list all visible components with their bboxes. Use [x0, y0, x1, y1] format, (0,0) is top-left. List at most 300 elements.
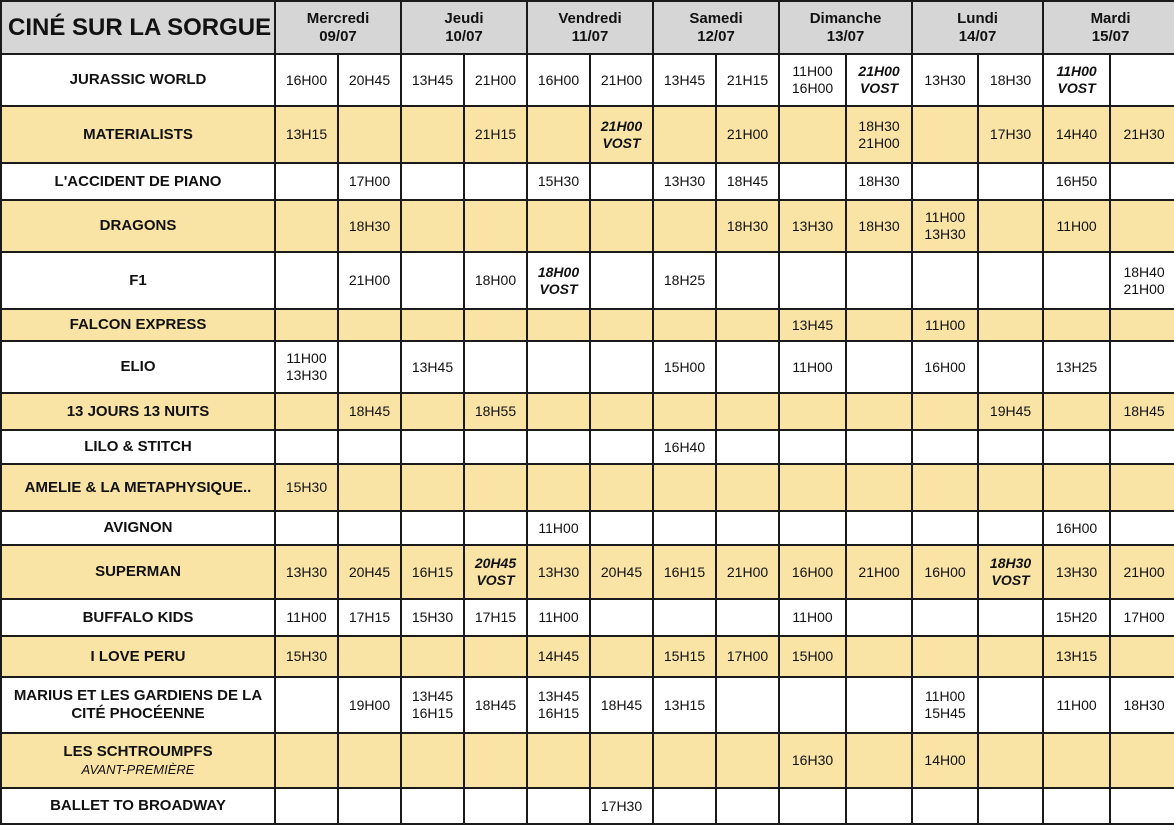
showtime-cell — [275, 733, 338, 788]
movie-row — [1, 464, 1174, 511]
showtime: 11H00 — [792, 609, 833, 625]
showtime-cell — [716, 54, 779, 106]
movie-title-text: JURASSIC WORLD — [69, 71, 207, 88]
showtime-cell — [338, 636, 401, 677]
showtime-cell — [978, 788, 1043, 824]
showtime: 16H00 — [791, 563, 834, 580]
showtime: 13H45 — [537, 688, 580, 704]
movie-title-text: AMELIE & LA METAPHYSIQUE.. — [24, 478, 252, 496]
showtime: 17H00 — [726, 648, 769, 664]
showtime-cell — [338, 309, 401, 341]
movie-title — [1, 200, 275, 252]
showtime: 17H30 — [989, 126, 1032, 142]
showtime-cell — [338, 733, 401, 788]
showtime: 18H30 — [858, 217, 900, 234]
showtime-cell — [978, 464, 1043, 511]
showtime-cell — [464, 677, 527, 733]
showtime-cell — [338, 341, 401, 393]
showtime-cell — [338, 599, 401, 636]
movie-title-text: L'ACCIDENT DE PIANO — [54, 172, 222, 190]
showtime-cell — [846, 200, 912, 252]
showtime: 15H30 — [411, 609, 454, 625]
showtime: 21H00 — [1123, 563, 1165, 580]
showtime-cell — [464, 200, 527, 252]
showtime-cell — [912, 430, 978, 464]
showtime-cell — [464, 464, 527, 511]
showtime-cell — [978, 309, 1043, 341]
showtime: 17H00 — [1123, 609, 1165, 625]
movie-row — [1, 54, 1174, 106]
showtime: 14H40 — [1055, 126, 1098, 142]
movie-title-text: ELIO — [120, 358, 156, 375]
movie-title — [1, 430, 275, 464]
showtime: VOST — [476, 572, 515, 588]
day-date: 14/07 — [958, 27, 997, 45]
showtime-cell — [527, 636, 590, 677]
showtime-cell — [275, 677, 338, 733]
showtime: 16H00 — [924, 358, 966, 375]
movie-title — [1, 636, 275, 677]
showtime-cell — [846, 636, 912, 677]
showtime-cell — [912, 393, 978, 430]
showtime-cell — [338, 252, 401, 309]
showtime-cell — [978, 393, 1043, 430]
showtime-cell — [275, 464, 338, 511]
showtime-cell — [338, 393, 401, 430]
showtime-cell — [978, 252, 1043, 309]
movie-title — [1, 106, 275, 163]
showtime: 13H30 — [285, 563, 328, 580]
showtime-cell — [590, 733, 653, 788]
showtime-cell — [401, 430, 464, 464]
showtime-cell — [590, 106, 653, 163]
showtime-cell — [653, 252, 716, 309]
showtime-cell — [527, 464, 590, 511]
showtime: 15H30 — [285, 648, 328, 664]
showtime: 18H30 — [348, 217, 391, 234]
showtime-cell — [1043, 309, 1110, 341]
showtime-cell — [590, 252, 653, 309]
showtime-cell — [912, 636, 978, 677]
showtime: 15H00 — [663, 358, 706, 375]
showtime-cell — [527, 54, 590, 106]
showtime-cell — [978, 599, 1043, 636]
movie-title — [1, 788, 275, 824]
showtime-cell — [401, 599, 464, 636]
showtime: 11H00 — [792, 63, 833, 79]
showtime-cell — [912, 511, 978, 545]
showtime: 11H00 — [924, 688, 966, 704]
showtime-cell — [1110, 252, 1174, 309]
showtime: 16H15 — [663, 563, 706, 580]
movie-row — [1, 106, 1174, 163]
showtime: VOST — [602, 134, 641, 151]
showtime: 18H30 — [858, 117, 900, 134]
day-header-5 — [912, 1, 1043, 54]
showtime-cell — [716, 393, 779, 430]
showtime: 13H45 — [411, 71, 454, 88]
showtime-cell — [653, 106, 716, 163]
showtime-cell — [1043, 430, 1110, 464]
showtime: 13H25 — [1055, 358, 1098, 375]
showtime: 17H15 — [348, 609, 391, 625]
showtime-cell — [527, 393, 590, 430]
showtime-cell — [1043, 163, 1110, 200]
showtime-cell — [716, 430, 779, 464]
showtime-cell — [338, 677, 401, 733]
showtime-cell — [464, 733, 527, 788]
showtime-cell — [1110, 200, 1174, 252]
showtime-cell — [846, 599, 912, 636]
showtime-cell — [1110, 636, 1174, 677]
showtime-cell — [1110, 309, 1174, 341]
showtime-cell — [338, 163, 401, 200]
showtime: 13H45 — [411, 688, 454, 704]
showtime: 21H00 — [858, 563, 900, 580]
showtime-cell — [978, 341, 1043, 393]
movie-title — [1, 733, 275, 788]
showtime-cell — [846, 106, 912, 163]
showtime-cell — [275, 341, 338, 393]
showtime-cell — [653, 430, 716, 464]
movie-subtitle: AVANT-PREMIÈRE — [81, 761, 195, 777]
showtime-cell — [464, 106, 527, 163]
showtime-cell — [338, 200, 401, 252]
showtime-cell — [716, 252, 779, 309]
showtime: VOST — [991, 572, 1030, 588]
showtime-cell — [590, 464, 653, 511]
showtime-cell — [653, 163, 716, 200]
showtime-cell — [653, 309, 716, 341]
showtime-cell — [338, 788, 401, 824]
showtime: 15H30 — [537, 173, 580, 189]
showtime-cell — [978, 163, 1043, 200]
showtime: 16H00 — [924, 563, 966, 580]
showtime-cell — [1110, 54, 1174, 106]
movie-row — [1, 511, 1174, 545]
showtime: 18H00 — [474, 272, 517, 288]
movie-title — [1, 252, 275, 309]
showtime: 18H45 — [348, 403, 391, 419]
movie-title-text: I LOVE PERU — [90, 647, 186, 665]
showtime: 17H30 — [600, 797, 643, 814]
showtime-cell — [716, 309, 779, 341]
showtime: 11H00 — [286, 350, 327, 366]
showtime-cell — [401, 54, 464, 106]
showtime-cell — [779, 599, 846, 636]
showtime-cell — [275, 430, 338, 464]
showtime: 11H00 — [1056, 63, 1097, 79]
showtime: 16H00 — [791, 80, 834, 96]
showtime-cell — [590, 309, 653, 341]
showtime-cell — [846, 733, 912, 788]
showtime-cell — [401, 545, 464, 599]
showtime-cell — [978, 545, 1043, 599]
showtime-cell — [716, 599, 779, 636]
showtime-cell — [912, 54, 978, 106]
movie-row — [1, 677, 1174, 733]
showtime: 15H20 — [1055, 609, 1098, 625]
showtime: 21H00 — [600, 117, 643, 134]
showtime-cell — [275, 163, 338, 200]
showtime: 11H00 — [792, 358, 833, 375]
showtime-cell — [401, 733, 464, 788]
showtime: 11H00 — [924, 316, 966, 333]
showtime-cell — [912, 252, 978, 309]
movie-title-text: LILO & STITCH — [84, 438, 192, 455]
showtime-cell — [401, 341, 464, 393]
showtime-cell — [527, 430, 590, 464]
showtime-cell — [846, 430, 912, 464]
showtime-cell — [653, 200, 716, 252]
showtime-cell — [338, 430, 401, 464]
showtime-cell — [401, 106, 464, 163]
showtime-cell — [464, 599, 527, 636]
showtime: 11H00 — [1056, 696, 1097, 713]
movie-row — [1, 252, 1174, 309]
header-row — [1, 1, 1174, 54]
showtime-cell — [716, 200, 779, 252]
showtime: 18H45 — [726, 173, 769, 189]
showtime-cell — [1043, 677, 1110, 733]
showtime-cell — [846, 788, 912, 824]
showtime: 11H00 — [538, 609, 579, 625]
showtime-cell — [779, 430, 846, 464]
showtime-cell — [716, 788, 779, 824]
showtime: 16H50 — [1055, 173, 1098, 189]
movie-title — [1, 599, 275, 636]
movie-title — [1, 677, 275, 733]
showtime: 13H30 — [924, 226, 966, 242]
showtime-cell — [912, 200, 978, 252]
showtime-cell — [1110, 393, 1174, 430]
showtime-cell — [1043, 393, 1110, 430]
showtime-cell — [590, 677, 653, 733]
showtime-cell — [401, 788, 464, 824]
showtime: 16H00 — [285, 71, 328, 88]
showtime-cell — [527, 677, 590, 733]
movie-title-text: MARIUS ET LES GARDIENS DE LA — [13, 687, 263, 704]
day-date: 11/07 — [571, 27, 609, 45]
showtime-cell — [527, 599, 590, 636]
showtime-cell — [779, 163, 846, 200]
showtime-cell — [1110, 545, 1174, 599]
showtime-cell — [779, 511, 846, 545]
showtime-cell — [275, 106, 338, 163]
showtime-cell — [401, 393, 464, 430]
showtime: 14H00 — [924, 752, 966, 768]
day-date: 13/07 — [826, 27, 865, 45]
movie-title — [1, 163, 275, 200]
day-date: 09/07 — [319, 27, 357, 45]
showtime-cell — [912, 788, 978, 824]
showtime-cell — [527, 511, 590, 545]
showtime-cell — [846, 393, 912, 430]
showtime-cell — [590, 341, 653, 393]
showtime-cell — [401, 511, 464, 545]
showtime: VOST — [859, 80, 899, 96]
showtime-cell — [912, 163, 978, 200]
showtime-cell — [590, 511, 653, 545]
showtime-cell — [653, 733, 716, 788]
showtime: 16H15 — [411, 563, 454, 580]
showtime-cell — [978, 511, 1043, 545]
showtime-cell — [527, 163, 590, 200]
showtime-cell — [978, 636, 1043, 677]
showtime: 13H30 — [285, 367, 328, 383]
showtime: 13H15 — [663, 696, 706, 713]
showtime-cell — [275, 200, 338, 252]
showtime-cell — [464, 309, 527, 341]
showtime-cell — [527, 545, 590, 599]
showtime: 13H30 — [791, 217, 834, 234]
day-date: 10/07 — [445, 27, 483, 45]
showtime-cell — [846, 252, 912, 309]
showtime-cell — [653, 636, 716, 677]
showtime-cell — [1043, 200, 1110, 252]
showtime-cell — [590, 54, 653, 106]
showtime: 20H45 — [600, 563, 643, 580]
showtime-cell — [590, 636, 653, 677]
showtime-cell — [590, 788, 653, 824]
showtime-cell — [527, 200, 590, 252]
day-name: Mercredi — [306, 9, 370, 27]
showtime-cell — [1043, 733, 1110, 788]
showtime-cell — [779, 733, 846, 788]
showtime: 20H45 — [348, 563, 391, 580]
showtime-cell — [464, 545, 527, 599]
showtime: 13H30 — [537, 563, 580, 580]
showtime-cell — [912, 677, 978, 733]
showtime: 18H45 — [600, 696, 643, 713]
showtime: 21H30 — [1123, 126, 1165, 142]
showtime-cell — [464, 636, 527, 677]
showtime-cell — [779, 106, 846, 163]
movie-row — [1, 341, 1174, 393]
showtime-cell — [1043, 636, 1110, 677]
showtime: 15H45 — [924, 705, 966, 721]
showtime-cell — [1043, 106, 1110, 163]
showtime-cell — [1043, 599, 1110, 636]
showtime-cell — [653, 677, 716, 733]
showtime-cell — [464, 788, 527, 824]
showtime: 21H00 — [726, 126, 769, 142]
movie-row — [1, 309, 1174, 341]
showtime-cell — [779, 788, 846, 824]
showtime: 13H45 — [791, 316, 834, 333]
showtime-cell — [846, 677, 912, 733]
showtime-cell — [401, 677, 464, 733]
showtime-cell — [978, 106, 1043, 163]
showtime-cell — [779, 309, 846, 341]
movie-title-text: BUFFALO KIDS — [82, 608, 194, 626]
showtime-cell — [716, 636, 779, 677]
movie-row — [1, 636, 1174, 677]
showtime-cell — [464, 341, 527, 393]
showtime-cell — [464, 54, 527, 106]
showtime-cell — [275, 54, 338, 106]
showtime-cell — [464, 252, 527, 309]
showtime: 21H00 — [474, 71, 517, 88]
showtime-cell — [275, 599, 338, 636]
day-name: Vendredi — [558, 9, 622, 27]
showtime: 16H00 — [537, 71, 580, 88]
showtime-cell — [275, 545, 338, 599]
showtime: 14H45 — [537, 648, 580, 664]
showtime-cell — [779, 677, 846, 733]
showtime: 18H25 — [663, 272, 706, 288]
day-date: 15/07 — [1091, 27, 1130, 45]
showtime-cell — [527, 252, 590, 309]
showtime-cell — [527, 341, 590, 393]
movie-title-text: MATERIALISTS — [83, 125, 193, 143]
showtime: 15H00 — [791, 648, 834, 664]
showtime-cell — [527, 309, 590, 341]
showtime-cell — [846, 545, 912, 599]
showtime-cell — [338, 106, 401, 163]
showtime-cell — [653, 341, 716, 393]
day-name: Mardi — [1090, 9, 1131, 27]
showtime-cell — [464, 393, 527, 430]
showtime-cell — [1110, 163, 1174, 200]
showtime: 13H30 — [1055, 563, 1098, 580]
showtime: 18H00 — [537, 263, 580, 280]
showtime-cell — [590, 430, 653, 464]
showtime-cell — [716, 464, 779, 511]
showtime-cell — [912, 341, 978, 393]
showtime-cell — [978, 54, 1043, 106]
showtime: 16H30 — [791, 752, 834, 768]
day-header-6 — [1043, 1, 1174, 54]
showtime-cell — [338, 54, 401, 106]
showtime-cell — [275, 636, 338, 677]
showtime-cell — [912, 545, 978, 599]
movie-title-text: SUPERMAN — [95, 563, 181, 580]
movie-row — [1, 163, 1174, 200]
showtime-cell — [653, 464, 716, 511]
showtime-cell — [275, 511, 338, 545]
showtime-cell — [978, 677, 1043, 733]
day-header-1 — [401, 1, 527, 54]
showtime-cell — [527, 788, 590, 824]
day-name: Jeudi — [444, 9, 484, 27]
movie-title-text: LES SCHTROUMPFS — [63, 742, 213, 760]
showtime-cell — [653, 788, 716, 824]
showtime-cell — [1043, 545, 1110, 599]
showtime: 18H30 — [858, 173, 900, 189]
showtime: 18H30 — [989, 71, 1032, 88]
showtime-cell — [338, 464, 401, 511]
showtime-cell — [779, 54, 846, 106]
movie-title-text: 13 JOURS 13 NUITS — [66, 402, 210, 420]
showtime: 21H00 — [726, 563, 769, 580]
showtime-cell — [716, 341, 779, 393]
movie-row — [1, 430, 1174, 464]
showtime-cell — [464, 430, 527, 464]
showtime: 16H40 — [663, 438, 706, 455]
showtime-cell — [590, 545, 653, 599]
showtime-cell — [401, 464, 464, 511]
day-header-3 — [653, 1, 779, 54]
showtime-cell — [779, 545, 846, 599]
movie-title-text: F1 — [129, 271, 147, 289]
showtime: 17H00 — [348, 173, 391, 189]
showtime-cell — [779, 636, 846, 677]
movie-row — [1, 545, 1174, 599]
movie-title-text-line2: CITÉ PHOCÉENNE — [71, 705, 205, 722]
showtime: 21H00 — [1123, 280, 1165, 297]
showtime-cell — [779, 393, 846, 430]
